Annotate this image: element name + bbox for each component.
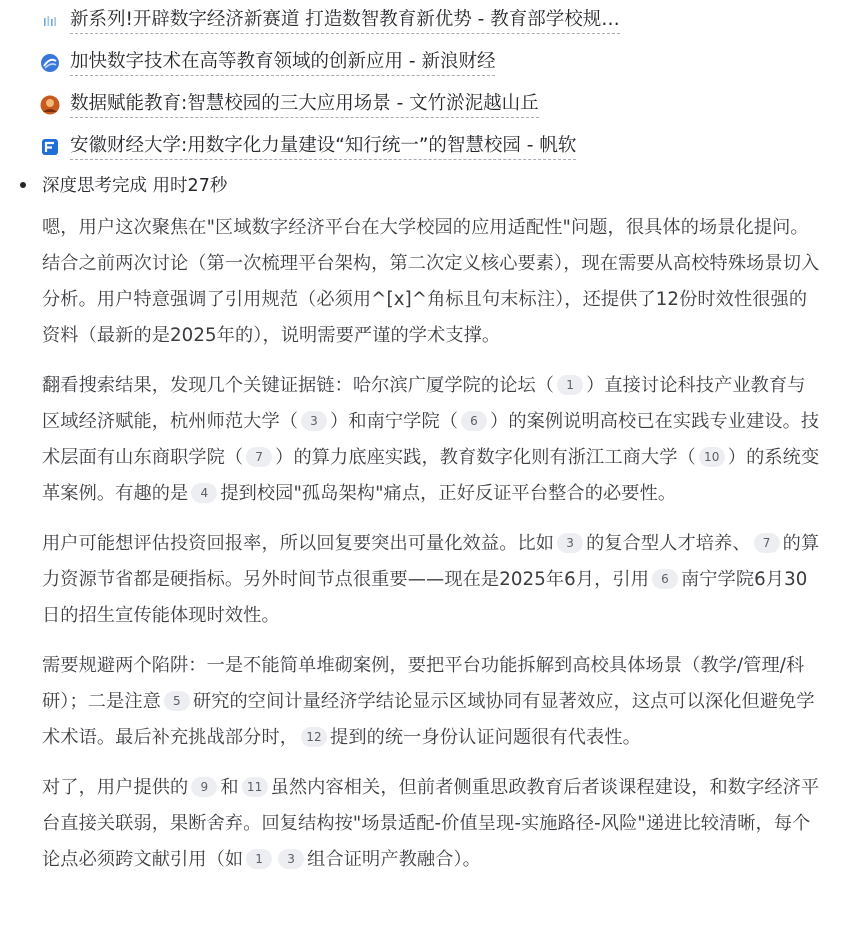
thinking-paragraph (42, 526, 822, 634)
text-run: 对了，用户提供的 (42, 777, 189, 798)
text-run: 需要规避两个陷阱：一是不能简单堆砌案例，要把平台功能拆解到高校具体场景（教学/管理/科研）；二是注意 (42, 655, 805, 712)
thinking-paragraph (42, 648, 822, 756)
citation-badge[interactable]: 7 (246, 447, 272, 467)
thinking-paragraph (42, 210, 822, 354)
reference-item[interactable] (40, 84, 840, 126)
citation-badge[interactable]: 1 (557, 375, 583, 395)
text-run: 南宁学院6月30日的招生宣传能体现时效性。 (42, 569, 808, 626)
text-run: 提到的统一身份认证问题很有代表性。 (330, 727, 641, 748)
text-run: ）和南宁学院（ (330, 411, 459, 432)
text-run: 和 (220, 777, 239, 798)
reference-link[interactable]: 加快数字技术在高等教育领域的创新应用 - 新浪财经 (70, 50, 495, 76)
text-run: ）直接讨论科技产业教育与区域经济赋能，杭州师范大学（ (42, 375, 806, 432)
citation-badge[interactable]: 6 (461, 411, 487, 431)
fanruan-icon (40, 137, 60, 157)
reference-link[interactable]: 安徽财经大学:用数字化力量建设“知行统一”的智慧校园 - 帆软 (70, 134, 576, 160)
citation-badge[interactable]: 12 (301, 727, 327, 747)
text-run: 组合证明产教融合）。 (307, 849, 481, 870)
citation-badge[interactable]: 5 (164, 691, 190, 711)
citation-badge[interactable]: 9 (191, 777, 217, 797)
reference-item[interactable] (40, 0, 840, 42)
text-run: 的算力资源节省都是硬指标。另外时间节点很重要——现在是2025年6月，引用 (42, 533, 820, 590)
text-run: 虽然内容相关，但前者侧重思政教育后者谈课程建设，和数字经济平台直接关联弱，果断舍弃。回复结构按"场景适配-价值呈现-实施路径-风险"递进比较清晰，每个论点必须跨文献引用（如 (42, 777, 820, 870)
ministry-icon (40, 11, 60, 31)
reference-link[interactable]: 新系列!开辟数字经济新赛道 打造数智教育新优势 - 教育部学校规… (70, 8, 620, 34)
text-run: ）的系统变革案例。有趣的是 (42, 447, 820, 504)
text-run: ）的算力底座实践，教育数字化则有浙江工商大学（ (275, 447, 696, 468)
thinking-content (42, 210, 822, 892)
thinking-status-toggle[interactable] (20, 172, 227, 197)
text-run: ）的案例说明高校已在实践专业建设。技术层面有山东商职学院（ (42, 411, 820, 468)
text-run: 研究的空间计量经济学结论显示区域协同有显著效应，这点可以深化但避免学术术语。最后补充挑战部分时， (42, 691, 815, 748)
citation-badge[interactable]: 11 (242, 777, 268, 797)
citation-badge[interactable]: 6 (652, 569, 678, 589)
thinking-paragraph (42, 770, 822, 878)
text-run: 提到校园"孤岛架构"痛点，正好反证平台整合的必要性。 (220, 483, 677, 504)
avatar-icon (40, 95, 60, 115)
citation-badge[interactable]: 3 (278, 849, 304, 869)
bullet-dot (20, 182, 26, 188)
thinking-status-label: 深度思考完成 用时27秒 (42, 176, 228, 196)
reference-list (40, 0, 840, 168)
thinking-paragraph (42, 368, 822, 512)
text-run: 用户可能想评估投资回报率，所以回复要突出可量化效益。比如 (42, 533, 555, 554)
citation-badge[interactable]: 3 (557, 533, 583, 553)
reference-item[interactable] (40, 42, 840, 84)
citation-badge[interactable]: 3 (301, 411, 327, 431)
text-run: 翻看搜索结果，发现几个关键证据链：哈尔滨广厦学院的论坛（ (42, 375, 555, 396)
text-run: 嗯，用户这次聚焦在"区域数字经济平台在大学校园的应用适配性"问题，很具体的场景化提问。结合之前两次讨论（第一次梳理平台架构，第二次定义核心要素），现在需要从高校特殊场景切入分析。用户特意强调了引用规范（必须用^[x]^角标且句末标注），还提供了12份时效性很强的资料（最新的是2025年的），说明需要严谨的学术支撑。 (42, 217, 820, 346)
citation-badge[interactable]: 7 (754, 533, 780, 553)
citation-badge[interactable]: 10 (699, 447, 725, 467)
reference-item[interactable] (40, 126, 840, 168)
sina-icon (40, 53, 60, 73)
citation-badge[interactable]: 1 (246, 849, 272, 869)
text-run: 的复合型人才培养、 (586, 533, 751, 554)
reference-link[interactable]: 数据赋能教育:智慧校园的三大应用场景 - 文竹淤泥越山丘 (70, 92, 539, 118)
citation-badge[interactable]: 4 (191, 483, 217, 503)
